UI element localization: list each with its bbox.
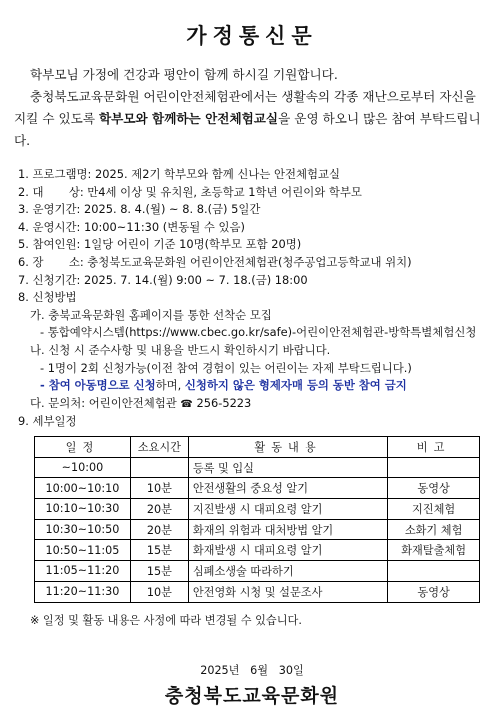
apply-method-na: 나. 신청 시 준수사항 및 내용을 반드시 확인하시기 바랍니다. <box>30 342 331 357</box>
document-title: 가정통신문 <box>186 24 318 48</box>
info-time: 4. 운영시간: 10:00~11:30 (변동될 수 있음) <box>18 219 245 234</box>
intro-paragraph <box>14 64 490 152</box>
cell-time: 10:50~11:05 <box>35 540 131 561</box>
cell-remark <box>388 457 480 478</box>
schedule-note: ※ 일정 및 활동 내용은 사정에 따라 변경될 수 있습니다. <box>30 614 302 627</box>
info-program-name: 1. 프로그램명: 2025. 제2기 학부모와 함께 신나는 안전체험교실 <box>18 167 340 181</box>
cell-activity: 안전영화 시청 및 설문조사 <box>188 581 387 602</box>
issuing-organization: 충청북도교육문화원 <box>164 685 340 707</box>
cell-activity: 지진발생 시 대피요령 알기 <box>188 499 387 520</box>
cell-remark: 소화기 체험 <box>388 519 480 540</box>
table-row <box>35 540 480 561</box>
cell-remark: 화재탈출체험 <box>388 540 480 561</box>
apply-method-ga: 가. 충북교육문화원 홈페이지를 통한 선착순 모집 <box>30 307 272 322</box>
apply-rule-connector: 하며, <box>155 378 185 393</box>
table-row <box>35 478 480 499</box>
apply-rule-once: - 1명이 2회 신청가능(이전 참여 경험이 있는 어린이는 자제 부탁드립니다.) <box>40 360 412 375</box>
phone-icon: ☎ <box>180 398 193 410</box>
apply-contact <box>18 395 498 414</box>
schedule-table <box>34 436 480 603</box>
info-apply-period: 7. 신청기간: 2025. 7. 14.(월) 9:00 ~ 7. 18.(금) 18:00 <box>18 272 308 287</box>
info-target: 2. 대 상: 만4세 이상 및 유치원, 초등학교 1학년 어린이와 학부모 <box>18 184 362 199</box>
info-period: 3. 운영기간: 2025. 8. 4.(월) ~ 8. 8.(금) 5일간 <box>18 202 261 217</box>
info-location: 6. 장 소: 충청북도교육문화원 어린이안전체험관(청주공업고등학교내 위치) <box>18 254 412 269</box>
cell-remark <box>388 561 480 582</box>
cell-duration <box>130 457 188 478</box>
cell-duration: 10분 <box>130 581 188 602</box>
cell-duration: 10분 <box>130 478 188 499</box>
schedule-header-row <box>35 437 480 458</box>
issue-date: 2025년 6월 30일 <box>200 664 304 677</box>
header-activity: 활동내용 <box>188 437 387 458</box>
info-schedule-heading: 9. 세부일정 <box>18 414 77 429</box>
table-row <box>35 581 480 602</box>
cell-activity: 안전생활의 중요성 알기 <box>188 478 387 499</box>
header-duration: 소요시간 <box>130 437 188 458</box>
cell-duration: 15분 <box>130 540 188 561</box>
cell-remark: 동영상 <box>388 581 480 602</box>
cell-remark: 지진체험 <box>388 499 480 520</box>
table-row <box>35 457 480 478</box>
intro-program-highlight: 학부모와 함께하는 안전체험교실 <box>99 111 279 126</box>
cell-activity: 화재의 위험과 대처방법 알기 <box>188 519 387 540</box>
apply-rule-ban-part: 신청하지 않은 형제자매 등의 동반 참여 금지 <box>184 378 407 393</box>
intro-body-end: 을 운영 하오니 많은 참여 부탁드립니다. <box>14 111 481 148</box>
header-time: 일정 <box>35 437 131 458</box>
cell-time: 10:10~10:30 <box>35 499 131 520</box>
info-participants: 5. 참여인원: 1일당 어린이 기준 10명(학부모 포함 20명) <box>18 237 302 252</box>
cell-time: 10:30~10:50 <box>35 519 131 540</box>
cell-time: 11:20~11:30 <box>35 581 131 602</box>
apply-contact-label: 다. 문의처: 어린이안전체험관 <box>30 395 181 410</box>
info-list <box>18 166 498 431</box>
table-row <box>35 561 480 582</box>
cell-activity: 화재발생 시 대피요령 알기 <box>188 540 387 561</box>
intro-body <box>14 86 490 152</box>
cell-duration: 15분 <box>130 561 188 582</box>
cell-activity: 등록 및 입실 <box>188 457 387 478</box>
cell-remark: 동영상 <box>388 478 480 499</box>
cell-duration: 20분 <box>130 519 188 540</box>
apply-rule-sibling <box>18 377 498 395</box>
table-row <box>35 519 480 540</box>
cell-time: 10:00~10:10 <box>35 478 131 499</box>
table-row <box>35 499 480 520</box>
apply-method-ga-url[interactable]: - 통합예약시스템(https://www.cbec.go.kr/safe)-어린이안전체험관-방학특별체험신청 <box>40 325 477 340</box>
cell-duration: 20분 <box>130 499 188 520</box>
apply-rule-name-part: - 참여 아동명으로 신청 <box>40 378 156 393</box>
cell-time: 11:05~11:20 <box>35 561 131 582</box>
apply-contact-number: 256-5223 <box>192 395 252 410</box>
intro-body-text: 충청북도교육문화원 어린이안전체험관에서는 생활속의 각종 재난으로부터 자신을 지킬 수 있도록 <box>14 89 476 126</box>
cell-time: ~10:00 <box>35 457 131 478</box>
header-remark: 비고 <box>388 437 480 458</box>
cell-activity: 심폐소생술 따라하기 <box>188 561 387 582</box>
info-apply-method: 8. 신청방법 <box>18 290 77 305</box>
intro-greeting: 학부모님 가정에 건강과 평안이 함께 하시길 기원합니다. <box>30 67 338 82</box>
